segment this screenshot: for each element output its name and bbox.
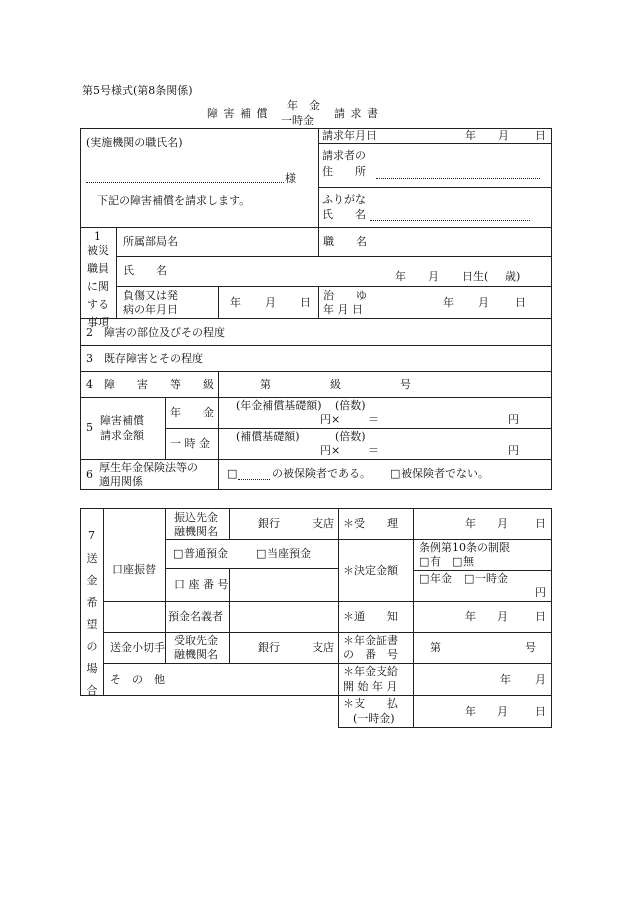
- cure-day[interactable]: 日: [515, 296, 526, 309]
- form-title-seikyu: 請 求 書: [334, 107, 379, 120]
- not-insured-checkbox[interactable]: □: [390, 467, 401, 480]
- notice-label: ＊通 知: [343, 610, 398, 623]
- row6-label-2: 適用関係: [99, 475, 143, 488]
- nenkin-equals: ＝: [368, 413, 379, 426]
- ichiji-multiplier-label: (倍数): [335, 430, 366, 443]
- address-field[interactable]: [376, 178, 540, 179]
- limit-yes-checkbox[interactable]: □: [419, 555, 430, 568]
- row6-number: 6: [86, 468, 93, 481]
- grade-go[interactable]: 号: [400, 378, 411, 391]
- account-holder-label: 預金名義者: [168, 610, 223, 623]
- birth-age[interactable]: 歳): [505, 270, 521, 283]
- grade-kyu[interactable]: 級: [330, 378, 341, 391]
- receipt-year[interactable]: 年: [465, 517, 476, 530]
- dept-label: 所属部局名: [123, 235, 178, 248]
- payment-label-2: (一時金): [353, 712, 395, 725]
- section1-number: 1: [94, 230, 101, 243]
- not-insured-option-label: 被保険者でない。: [401, 467, 489, 480]
- transfer-bank-ginko[interactable]: 銀行: [258, 517, 280, 530]
- request-date-year[interactable]: 年: [465, 129, 476, 142]
- ichiji-total-yen[interactable]: 円: [508, 444, 519, 457]
- receiving-bank-ginko[interactable]: 銀行: [258, 641, 280, 654]
- ichiji-base-label: (補償基礎額): [236, 430, 300, 443]
- certificate-label-1: ＊年金証書: [343, 634, 398, 647]
- remittance-check-label: 送金小切手: [110, 641, 165, 654]
- grade-dai: 第: [260, 378, 271, 391]
- receiving-bank-shiten[interactable]: 支店: [312, 641, 334, 654]
- limit-no-label: 無: [463, 555, 474, 568]
- pension-start-label-2: 開 始 年 月: [343, 680, 398, 693]
- injury-day[interactable]: 日: [300, 296, 311, 309]
- nenkin-base-label: (年金補償基礎額): [236, 399, 322, 412]
- payment-day[interactable]: 日: [535, 705, 546, 718]
- employee-name-label: 氏 名: [123, 264, 167, 277]
- notice-year[interactable]: 年: [465, 610, 476, 623]
- ordinary-deposit-checkbox[interactable]: □: [173, 547, 184, 560]
- birth-day[interactable]: 日生(: [462, 270, 489, 283]
- request-date-month[interactable]: 月: [498, 129, 509, 142]
- current-deposit-checkbox[interactable]: □: [256, 547, 267, 560]
- current-deposit-label: 当座預金: [267, 547, 311, 560]
- request-statement: 下記の障害補償を請求します。: [97, 194, 251, 207]
- form-title-nenkin: 年 金: [287, 99, 320, 112]
- transfer-bank-label-1: 振込先金: [174, 511, 218, 524]
- ichiji-yen-x[interactable]: 円×: [320, 444, 341, 457]
- receiving-bank-label-1: 受取先金: [174, 634, 218, 647]
- nenkin-total-yen[interactable]: 円: [508, 413, 519, 426]
- pension-start-year[interactable]: 年: [500, 673, 511, 686]
- injury-date-label-1: 負傷又は発: [123, 289, 178, 302]
- certificate-label-2: の 番 号: [343, 648, 398, 661]
- row4-label: 4 障 害 等 級: [86, 378, 214, 391]
- insured-checkbox[interactable]: □: [227, 467, 238, 480]
- claimant-name-field[interactable]: [370, 220, 530, 221]
- section7-number: 7: [88, 529, 95, 542]
- decided-amount-label: ＊決定金額: [343, 564, 398, 577]
- pension-checkbox[interactable]: □: [419, 572, 430, 585]
- agency-name-field[interactable]: [86, 182, 284, 183]
- row3-label: 3 既存障害とその程度: [86, 352, 203, 365]
- decided-amount-yen[interactable]: 円: [535, 586, 546, 599]
- pension-start-label-1: ＊年金支給: [343, 665, 398, 678]
- receipt-label: ＊受 理: [343, 517, 398, 530]
- payment-year[interactable]: 年: [465, 705, 476, 718]
- cure-year[interactable]: 年: [443, 296, 454, 309]
- lump-sum-option-label: 一時金: [475, 572, 508, 585]
- claimant-label: 請求者の: [322, 149, 366, 162]
- injury-month[interactable]: 月: [265, 296, 276, 309]
- request-date-label: 請求年月日: [322, 129, 377, 142]
- notice-month[interactable]: 月: [497, 610, 508, 623]
- cure-date-label-1: 治 ゆ: [323, 289, 367, 302]
- certificate-dai: 第: [430, 641, 441, 654]
- section7-side-label: 送金希望の場合: [86, 552, 98, 697]
- certificate-go[interactable]: 号: [525, 641, 536, 654]
- form-number: 第5号様式(第8条関係): [82, 84, 193, 97]
- limit-yes-label: 有: [430, 555, 441, 568]
- ordinary-deposit-label: 普通預金: [184, 547, 228, 560]
- agency-label: (実施機関の職氏名): [86, 136, 183, 149]
- lump-sum-checkbox[interactable]: □: [464, 572, 475, 585]
- sama-label: 様: [285, 172, 296, 185]
- birth-month[interactable]: 月: [428, 270, 439, 283]
- limit-no-checkbox[interactable]: □: [452, 555, 463, 568]
- row2-label: 2 障害の部位及びその程度: [86, 326, 225, 339]
- nenkin-yen-x[interactable]: 円×: [320, 413, 341, 426]
- request-date-day[interactable]: 日: [535, 129, 546, 142]
- row5-label-1: 障害補償: [100, 414, 144, 427]
- form-title-ichiji: 一時金: [281, 114, 314, 127]
- insured-option-label: の被保険者である。: [272, 467, 371, 480]
- ordinance-limit-label: 条例第10条の制限: [419, 541, 510, 554]
- receipt-month[interactable]: 月: [497, 517, 508, 530]
- nenkin-multiplier-label: (倍数): [335, 399, 366, 412]
- injury-date-label-2: 病の年月日: [123, 303, 178, 316]
- receipt-day[interactable]: 日: [535, 517, 546, 530]
- account-number-label: 口 座 番 号: [174, 578, 229, 591]
- claimant-name-label: 氏 名: [322, 208, 366, 221]
- row5-label-2: 請求金額: [100, 429, 144, 442]
- transfer-bank-label-2: 融機関名: [174, 525, 218, 538]
- cure-date-label-2: 年 月 日: [323, 303, 363, 316]
- account-transfer-label: 口座振替: [112, 563, 156, 576]
- insurance-type-field[interactable]: [238, 479, 270, 480]
- row6-label-1: 厚生年金保険法等の: [99, 461, 198, 474]
- payment-month[interactable]: 月: [497, 705, 508, 718]
- transfer-bank-shiten[interactable]: 支店: [312, 517, 334, 530]
- other-method-label: そ の 他: [110, 673, 165, 686]
- injury-year[interactable]: 年: [230, 296, 241, 309]
- furigana-label: ふりがな: [322, 193, 366, 206]
- payment-label-1: ＊支 払: [343, 697, 398, 710]
- address-label: 住 所: [322, 165, 366, 178]
- form-title-main: 障 害 補 償: [207, 107, 269, 120]
- nenkin-label: 年 金: [170, 406, 214, 419]
- notice-day[interactable]: 日: [535, 610, 546, 623]
- ichiji-label: 一 時 金: [170, 437, 210, 450]
- pension-start-month[interactable]: 月: [535, 673, 546, 686]
- pension-option-label: 年金: [430, 572, 452, 585]
- birth-year[interactable]: 年: [395, 270, 406, 283]
- section1-side-label: 被災職員に関する事項: [87, 244, 109, 329]
- cure-month[interactable]: 月: [478, 296, 489, 309]
- ichiji-equals: ＝: [368, 444, 379, 457]
- post-label: 職 名: [323, 235, 367, 248]
- receiving-bank-label-2: 融機関名: [174, 648, 218, 661]
- row5-number: 5: [86, 421, 93, 434]
